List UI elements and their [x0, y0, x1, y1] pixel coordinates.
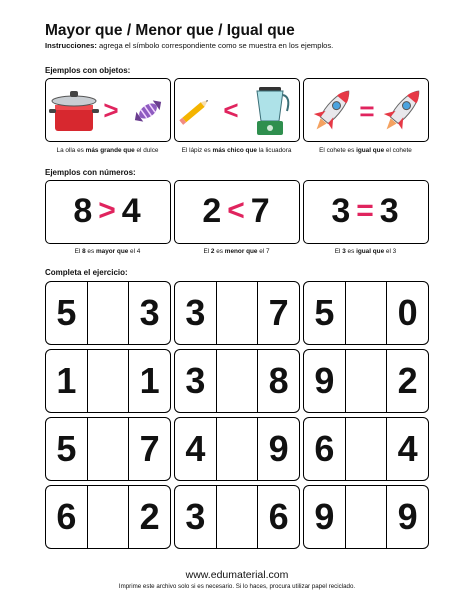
rocket-icon-right: [377, 83, 428, 137]
number-left: 2: [202, 192, 222, 230]
objects-section-heading: Ejemplos con objetos:: [45, 66, 131, 75]
number-right: 7: [268, 292, 289, 333]
number-left: 6: [314, 428, 335, 469]
caption-number-2: El 2 es menor que el 7: [203, 248, 270, 255]
number-left: 1: [56, 360, 77, 401]
answer-blank[interactable]: [216, 350, 259, 412]
number-left: 8: [73, 192, 93, 230]
numbers-section-heading: Ejemplos con números:: [45, 168, 136, 177]
number-left: 5: [56, 428, 77, 469]
candy-icon: [131, 97, 164, 125]
rocket-icon-left: [307, 83, 358, 137]
caption-pot-candy: La olla es más grande que el dulce: [56, 147, 159, 154]
exercise-box: [303, 417, 429, 481]
exercise-box: [174, 281, 300, 345]
footer-url[interactable]: www.edumaterial.com: [185, 569, 289, 581]
number-left: 3: [331, 192, 351, 230]
example-rocket-rocket: [303, 78, 429, 142]
answer-blank[interactable]: [345, 282, 388, 344]
pot-icon: [49, 91, 99, 131]
exercise-box: [174, 485, 300, 549]
number-right: 7: [250, 192, 270, 230]
symbol-equal: =: [356, 194, 374, 227]
answer-blank[interactable]: [216, 486, 259, 548]
number-right: 0: [397, 292, 418, 333]
exercise-box: [303, 349, 429, 413]
number-right: 3: [379, 192, 399, 230]
symbol-greater: >: [98, 194, 116, 227]
pot-candy-illustration: [46, 79, 171, 142]
rocket-rocket-illustration: [304, 79, 429, 142]
number-right: 9: [268, 428, 289, 469]
number-example-3: [303, 180, 429, 244]
caption-number-1: El 8 es mayor que el 4: [74, 248, 141, 255]
answer-blank[interactable]: [345, 486, 388, 548]
number-right: 1: [139, 360, 160, 401]
answer-blank[interactable]: [216, 418, 259, 480]
number-left: 3: [185, 496, 206, 537]
pencil-blender-illustration: [175, 79, 300, 142]
exercise-box: [303, 281, 429, 345]
number-example-1: [45, 180, 171, 244]
instructions: [45, 41, 333, 50]
answer-blank[interactable]: [345, 350, 388, 412]
exercise-box: [45, 281, 171, 345]
exercise-box: [303, 485, 429, 549]
number-right: 3: [139, 292, 160, 333]
instructions-text: agrega el símbolo correspondiente como se muestra en los ejemplos.: [96, 41, 334, 50]
number-left: 9: [314, 360, 335, 401]
symbol-equal: =: [359, 96, 375, 126]
answer-blank[interactable]: [345, 418, 388, 480]
number-left: 3: [185, 292, 206, 333]
number-left: 9: [314, 496, 335, 537]
exercise-box: [45, 485, 171, 549]
number-left: 6: [56, 496, 77, 537]
caption-number-3: El 3 es igual que el 3: [334, 248, 397, 255]
exercise-section-heading: Completa el ejercicio:: [45, 268, 128, 277]
symbol-less: <: [227, 194, 245, 227]
blender-icon: [257, 87, 288, 135]
number-right: 6: [268, 496, 289, 537]
answer-blank[interactable]: [216, 282, 259, 344]
answer-blank[interactable]: [87, 282, 130, 344]
number-left: 4: [185, 428, 206, 469]
instructions-label: Instrucciones:: [45, 41, 97, 50]
caption-rocket-rocket: El cohete es igual que el cohete: [319, 147, 412, 154]
number-right: 9: [397, 496, 418, 537]
number-example-2: [174, 180, 300, 244]
example-pencil-blender: [174, 78, 300, 142]
example-pot-candy: [45, 78, 171, 142]
exercise-box: [45, 417, 171, 481]
caption-pencil-blender: El lápiz es más chico que la licuadora: [181, 147, 292, 154]
number-right: 4: [397, 428, 418, 469]
page-title: Mayor que / Menor que / Igual que: [45, 22, 295, 39]
number-left: 3: [185, 360, 206, 401]
answer-blank[interactable]: [87, 418, 130, 480]
answer-blank[interactable]: [87, 350, 130, 412]
exercise-box: [174, 349, 300, 413]
pencil-icon: [179, 98, 210, 125]
number-right: 2: [397, 360, 418, 401]
symbol-less: <: [223, 95, 239, 125]
number-left: 5: [314, 292, 335, 333]
answer-blank[interactable]: [87, 486, 130, 548]
number-right: 4: [121, 192, 141, 230]
number-left: 5: [56, 292, 77, 333]
symbol-greater: >: [103, 95, 119, 125]
number-right: 7: [139, 428, 160, 469]
exercise-box: [174, 417, 300, 481]
exercise-box: [45, 349, 171, 413]
number-right: 8: [268, 360, 289, 401]
number-right: 2: [139, 496, 160, 537]
footer-note: Imprime este archivo solo si es necesario. Si lo haces, procura utilizar papel reciclado.: [118, 583, 356, 590]
